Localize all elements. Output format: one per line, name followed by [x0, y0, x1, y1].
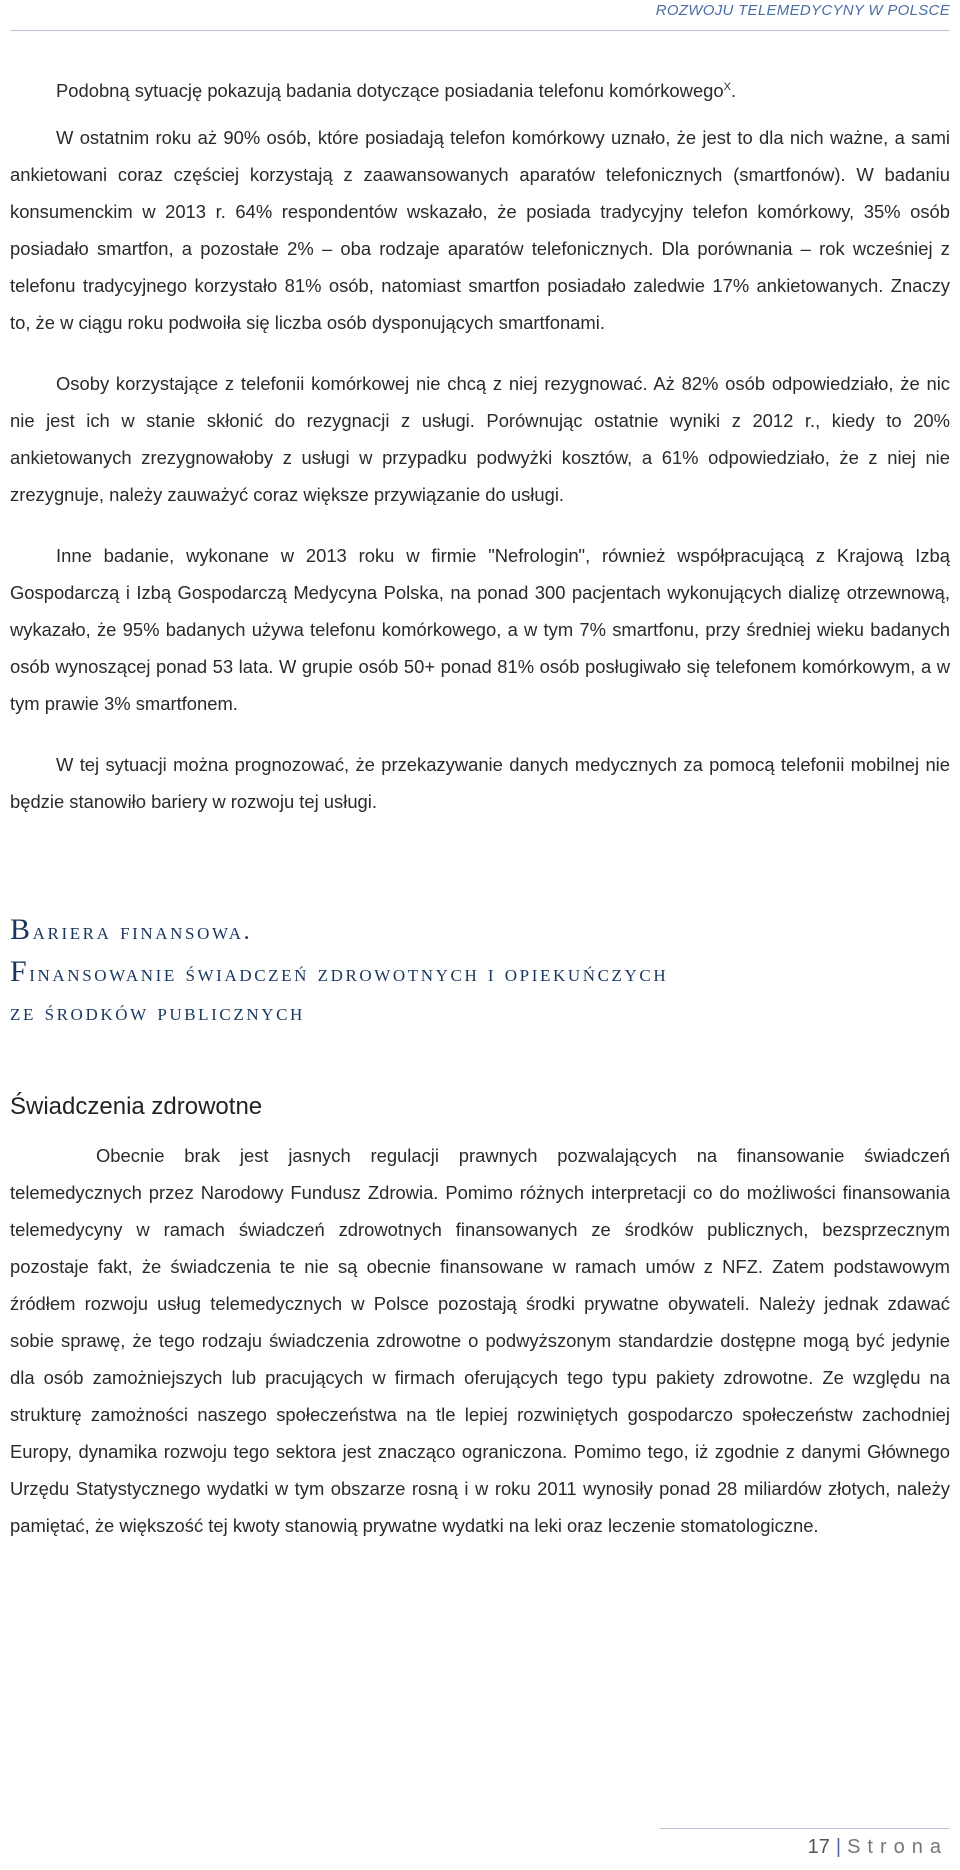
- footer-separator: |: [835, 1836, 842, 1858]
- page-number: 17: [807, 1836, 830, 1858]
- paragraph-1: [10, 72, 950, 109]
- section-heading: [10, 910, 950, 1033]
- section-heading-line-3: ze środków publicznych: [10, 1000, 305, 1026]
- section-heading-line-2: Finansowanie świadczeń zdrowotnych i opiekuńczych: [10, 955, 669, 988]
- paragraph-5: W tej sytuacji można prognozować, że przekazywanie danych medycznych za pomocą telefonii mobilnej nie będzie stanowiło bariery w rozwoju tej usługi.: [10, 754, 950, 812]
- paragraph-1-text: Podobną sytuację pokazują badania dotyczące posiadania telefonu komórkowego: [56, 80, 724, 101]
- paragraph-1-end: .: [730, 80, 737, 101]
- header-divider: [10, 30, 950, 31]
- paragraph-3: Osoby korzystające z telefonii komórkowej nie chcą z niej rezygnować. Aż 82% osób odpowiedziało, że nic nie jest ich w stanie skłonić do rezygnacji z usługi. Porównując ostatnie wyniki z 2012 r., kiedy to 20% ankietowanych zrezygnowałoby z usługi w przypadku podwyżki kosztów, a 61% odpowiedziało, że z niej nie zrezygnuje, należy zauważyć coraz większe przywiązanie do usługi.: [10, 373, 950, 505]
- paragraph-2: W ostatnim roku aż 90% osób, które posiadają telefon komórkowy uznało, że jest to dla nich ważne, a sami ankietowani coraz częściej korzystają z zaawansowanych aparatów telefonicznych (smartfonów). W badaniu konsumenckim w 2013 r. 64% respondentów wskazało, że posiada tradycyjny telefon komórkowy, 35% osób posiadało smartfon, a pozostałe 2% – oba rodzaje aparatów telefonicznych. Dla porównania – rok wcześniej z telefonu tradycyjnego korzystało 81% osób, natomiast smartfon posiadało zaledwie 17% ankietowanych. Znaczy to, że w ciągu roku podwoiła się liczba osób dysponujących smartfonami.: [10, 127, 950, 333]
- paragraph-4: Inne badanie, wykonane w 2013 roku w firmie "Nefrologin", również współpracującą z Krajową Izbą Gospodarczą i Izbą Gospodarczą Medycyna Polska, na ponad 300 pacjentach wykonujących dializę otrzewnową, wykazało, że 95% badanych używa telefonu komórkowego, a w tym 7% smartfonu, przy średniej wieku badanych osób wynoszącej ponad 53 lata. W grupie osób 50+ ponad 81% osób posługiwało się telefonem komórkowym, a w tym prawie 3% smartfonem.: [10, 545, 950, 714]
- subheading: Świadczenia zdrowotne: [10, 1093, 263, 1120]
- section-heading-line-1: Bariera finansowa.: [10, 913, 253, 946]
- paragraph-6: Obecnie brak jest jasnych regulacji prawnych pozwalających na finansowanie świadczeń telemedycznych przez Narodowy Fundusz Zdrowia. Pomimo różnych interpretacji co do możliwości finansowania telemedycyny w ramach świadczeń zdrowotnych finansowanych ze środków publicznych, bezsprzecznym pozostaje fakt, że świadczenia te nie są obecnie finansowane w ramach umów z NFZ. Zatem podstawowym źródłem rozwoju usług telemedycznych w Polsce pozostają środki prywatne obywateli. Należy jednak zdawać sobie sprawę, że tego rodzaju świadczenia zdrowotne o podwyższonym standardzie dostępne mogą być jedynie dla osób zamożniejszych lub pracujących w firmach oferujących tego typu pakiety zdrowotne. Ze względu na strukturę zamożności naszego społeczeństwa na tle lepiej rozwiniętych gospodarczo społeczeństw zachodniej Europy, dynamika rozwoju tego sektora jest znacząco ograniczona. Pomimo tego, iż zgodnie z danymi Głównego Urzędu Statystycznego wydatki w tym obszarze rosną i w roku 2011 wynosiły ponad 28 miliardów złotych, należy pamiętać, że większość tej kwoty stanowią prywatne wydatki na leki oraz leczenie stomatologiczne.: [10, 1145, 950, 1536]
- footer-divider: [660, 1828, 950, 1829]
- footnote-ref[interactable]: X: [723, 80, 731, 93]
- page-label: Strona: [847, 1836, 948, 1858]
- page-footer: [808, 1836, 948, 1859]
- page-content: [10, 72, 950, 1544]
- running-header: ROZWOJU TELEMEDYCYNY W POLSCE: [655, 2, 950, 19]
